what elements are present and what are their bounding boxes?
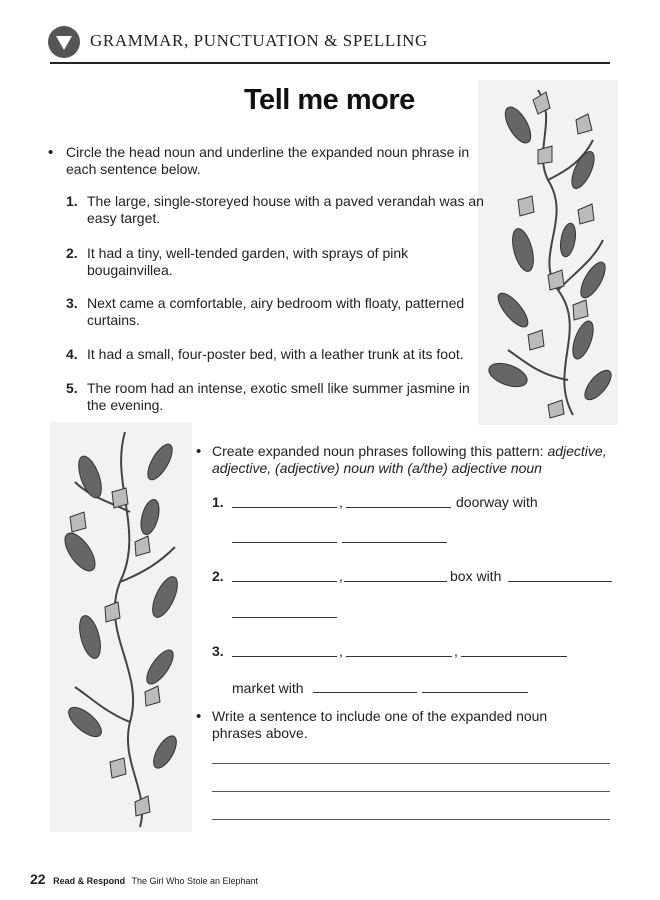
bougainvillea-illustration bbox=[478, 80, 618, 425]
sentence-text: Next came a comfortable, airy bedroom with floaty, patterned bbox=[87, 295, 465, 311]
comma: , bbox=[454, 643, 458, 659]
writing-line[interactable] bbox=[212, 819, 610, 820]
section-badge bbox=[48, 26, 80, 58]
bullet-marker: • bbox=[48, 144, 54, 161]
answer-blank[interactable] bbox=[342, 542, 447, 543]
instruction-text: each sentence below. bbox=[66, 161, 201, 177]
answer-blank[interactable] bbox=[346, 507, 451, 508]
triangle-down-icon bbox=[48, 26, 80, 58]
sentence-text: curtains. bbox=[87, 312, 140, 328]
answer-blank[interactable] bbox=[232, 507, 337, 508]
sentence-text: It had a small, four-poster bed, with a leather trunk at its foot. bbox=[87, 346, 464, 362]
phrase-text: box with bbox=[450, 568, 502, 584]
answer-blank[interactable] bbox=[232, 656, 337, 657]
instruction-text: Circle the head noun and underline the expanded noun phrase in bbox=[66, 144, 470, 160]
answer-blank[interactable] bbox=[344, 581, 447, 582]
sentence-text: The room had an intense, exotic smell like summer jasmine in bbox=[87, 380, 470, 396]
writing-line[interactable] bbox=[212, 763, 610, 764]
answer-blank[interactable] bbox=[422, 692, 528, 693]
book-title: The Girl Who Stole an Elephant bbox=[131, 876, 259, 886]
item-number: 2. bbox=[66, 245, 78, 261]
answer-blank[interactable] bbox=[232, 581, 337, 582]
instruction-text: phrases above. bbox=[212, 725, 308, 741]
page-footer bbox=[30, 871, 258, 887]
section-title: GRAMMAR, PUNCTUATION & SPELLING bbox=[90, 31, 428, 50]
answer-blank[interactable] bbox=[508, 581, 612, 582]
item-number: 4. bbox=[66, 346, 78, 362]
item-number: 1. bbox=[212, 494, 224, 510]
bullet-marker: • bbox=[196, 708, 202, 725]
sentence-text: bougainvillea. bbox=[87, 262, 173, 278]
instruction-text: adjective, (adjective) noun with (a/the) adjective noun bbox=[212, 460, 542, 476]
phrase-text: doorway with bbox=[456, 494, 538, 510]
item-number: 5. bbox=[66, 380, 78, 396]
answer-blank[interactable] bbox=[232, 542, 337, 543]
answer-blank[interactable] bbox=[232, 617, 337, 618]
header-divider bbox=[50, 62, 610, 64]
bullet-marker: • bbox=[196, 443, 202, 460]
phrase-text: market with bbox=[232, 680, 304, 696]
comma: , bbox=[339, 494, 343, 510]
answer-blank[interactable] bbox=[313, 692, 417, 693]
sentence-text: easy target. bbox=[87, 210, 161, 226]
sentence-text: the evening. bbox=[87, 397, 164, 413]
bougainvillea-illustration bbox=[50, 422, 192, 832]
page-title: Tell me more bbox=[244, 84, 415, 116]
writing-line[interactable] bbox=[212, 791, 610, 792]
item-number: 3. bbox=[66, 295, 78, 311]
item-number: 3. bbox=[212, 643, 224, 659]
sentence-text: The large, single-storeyed house with a paved verandah was an bbox=[87, 193, 484, 209]
answer-blank[interactable] bbox=[346, 656, 452, 657]
series-name: Read & Respond bbox=[53, 876, 126, 886]
item-number: 1. bbox=[66, 193, 78, 209]
instruction-text: Write a sentence to include one of the expanded noun bbox=[212, 708, 548, 724]
page-number: 22 bbox=[30, 871, 46, 887]
comma: , bbox=[339, 568, 343, 584]
item-number: 2. bbox=[212, 568, 224, 584]
answer-blank[interactable] bbox=[461, 656, 567, 657]
instruction-text: Create expanded noun phrases following this pattern: adjective, bbox=[212, 443, 607, 459]
comma: , bbox=[339, 643, 343, 659]
sentence-text: It had a tiny, well-tended garden, with sprays of pink bbox=[87, 245, 409, 261]
